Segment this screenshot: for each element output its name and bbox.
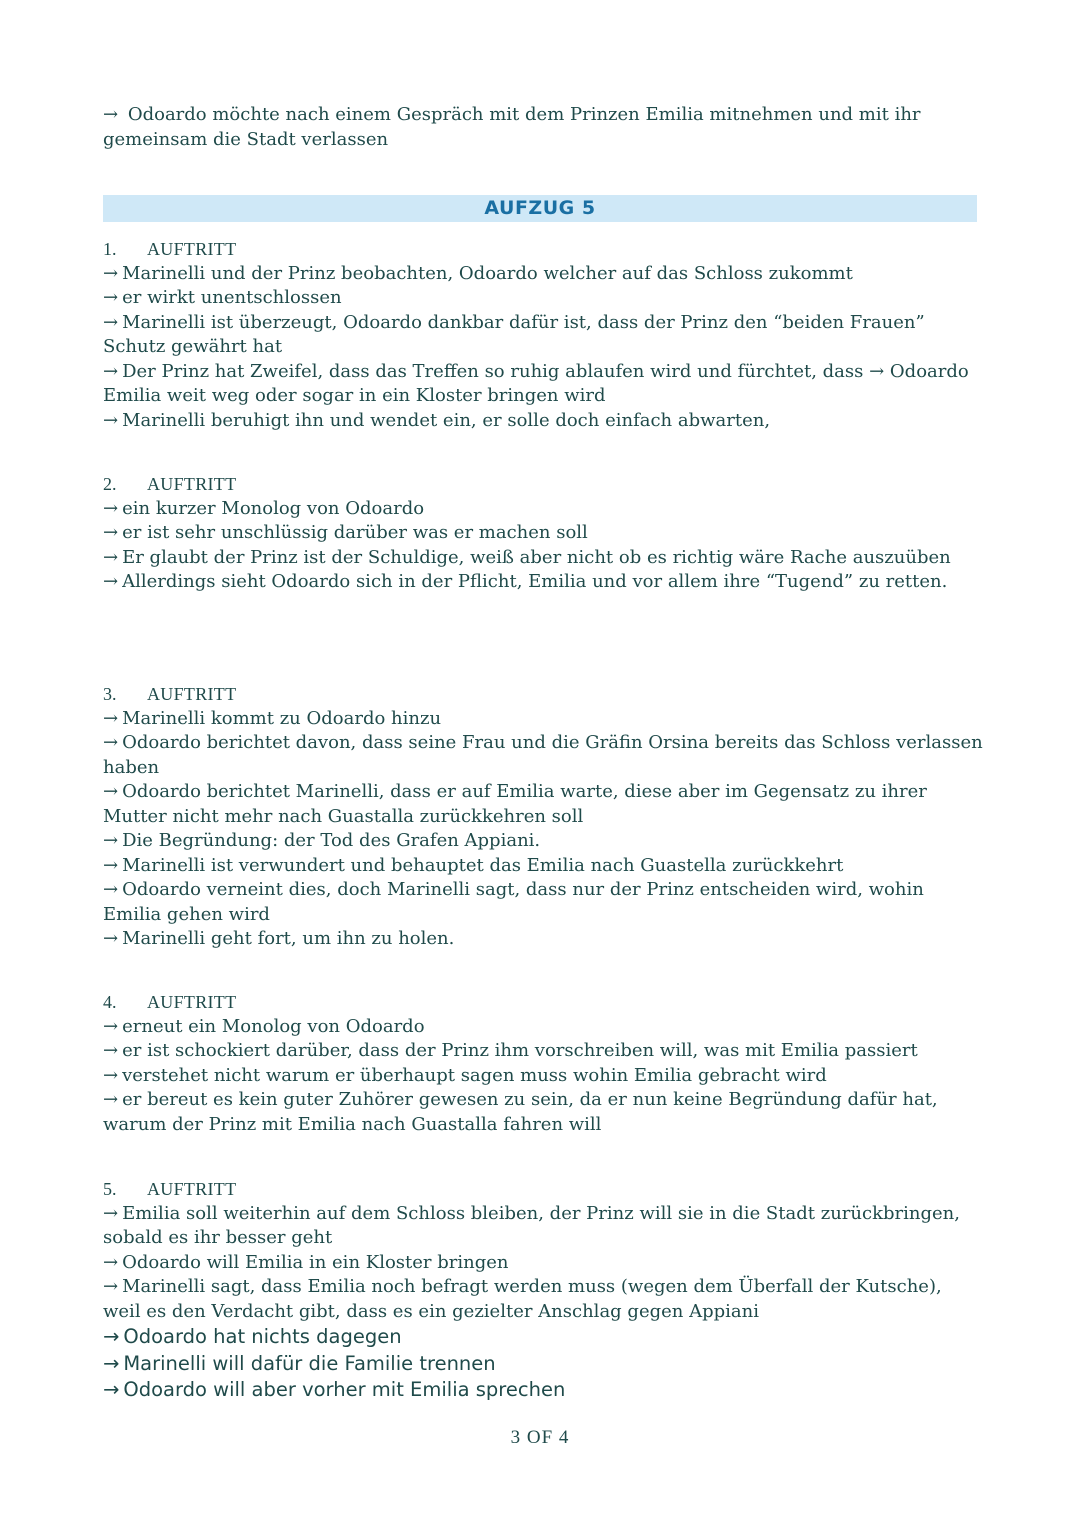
list-item: → Odoardo will Emilia in ein Kloster bringen bbox=[103, 1251, 983, 1276]
arrow-icon: → bbox=[103, 1015, 119, 1037]
list-item: → Marinelli geht fort, um ihn zu holen. bbox=[103, 927, 983, 952]
list-item: → Die Begründung: der Tod des Grafen Appiani. bbox=[103, 829, 983, 854]
arrow-icon: → bbox=[103, 287, 119, 308]
act-title: AUFZUG 5 bbox=[484, 197, 596, 219]
list-item: → Er glaubt der Prinz ist der Schuldige, weiß aber nicht ob es richtig wäre Rache auszuüben bbox=[103, 546, 983, 571]
scene-number: 1. bbox=[103, 239, 117, 259]
scene-heading bbox=[103, 990, 983, 1015]
scene-title: AUFTRITT bbox=[147, 1179, 237, 1199]
scene-heading bbox=[103, 682, 983, 707]
list-item: → verstehet nicht warum er überhaupt sagen muss wohin Emilia gebracht wird bbox=[103, 1064, 983, 1089]
arrow-icon: → bbox=[103, 1276, 119, 1297]
list-item: → Odoardo berichtet davon, dass seine Frau und die Gräfin Orsina bereits das Schloss verlassen haben bbox=[103, 732, 983, 778]
list-item: → erneut ein Monolog von Odoardo bbox=[103, 1015, 983, 1040]
list-item: → Odoardo verneint dies, doch Marinelli sagt, dass nur der Prinz entscheiden wird, wohin Emilia gehen wird bbox=[103, 879, 924, 925]
arrow-icon: → bbox=[103, 497, 119, 519]
scene-section-3 bbox=[103, 682, 983, 952]
list-item: → er bereut es kein guter Zuhörer gewesen zu sein, da er nun keine Begründung dafür hat, warum der Prinz mit Emilia nach Guastalla fahren will bbox=[103, 1089, 938, 1135]
arrow-icon: → bbox=[103, 879, 119, 900]
arrow-icon: → bbox=[103, 732, 119, 753]
list-item: → er ist sehr unschlüssig darüber was er machen soll bbox=[103, 521, 983, 546]
arrow-icon: → bbox=[103, 546, 119, 568]
scene-heading bbox=[103, 237, 983, 262]
list-item: → Odoardo hat nichts dagegen bbox=[103, 1324, 983, 1351]
scene-number: 4. bbox=[103, 992, 117, 1012]
list-item: → Marinelli ist überzeugt, Odoardo dankbar dafür ist, dass der Prinz den “beiden Frauen” Schutz gewährt hat bbox=[103, 311, 925, 357]
arrow-icon: → bbox=[103, 1089, 119, 1110]
arrow-icon: → bbox=[103, 928, 119, 949]
arrow-icon: → bbox=[103, 830, 119, 851]
list-item: → Marinelli ist verwundert und behauptet das Emilia nach Guastella zurückkehrt bbox=[103, 854, 983, 879]
scene-number: 3. bbox=[103, 684, 117, 704]
arrow-icon: → bbox=[103, 1040, 119, 1061]
arrow-icon: → bbox=[103, 1325, 120, 1348]
arrow-icon: → bbox=[103, 1202, 119, 1224]
arrow-icon: → bbox=[103, 571, 119, 592]
arrow-icon: → bbox=[103, 104, 119, 125]
list-item: → Allerdings sieht Odoardo sich in der Pflicht, Emilia und vor allem ihre “Tugend” zu retten. bbox=[103, 570, 983, 595]
arrow-icon: → bbox=[103, 707, 119, 729]
list-item: → Marinelli beruhigt ihn und wendet ein, er solle doch einfach abwarten, bbox=[103, 409, 983, 434]
scene-title: AUFTRITT bbox=[147, 992, 237, 1012]
arrow-icon: → bbox=[103, 522, 119, 543]
list-item: → Der Prinz hat Zweifel, dass das Treffen so ruhig ablaufen wird und fürchtet, dass → Odoardo Emilia weit weg oder sogar in ein Kloster bringen wird bbox=[103, 360, 969, 406]
arrow-icon: → bbox=[103, 1251, 119, 1273]
arrow-icon: → bbox=[103, 262, 119, 284]
scene-section-4 bbox=[103, 990, 983, 1137]
arrow-icon: → bbox=[103, 360, 119, 382]
list-item: → Marinelli kommt zu Odoardo hinzu bbox=[103, 707, 983, 732]
arrow-icon: → bbox=[103, 1378, 120, 1401]
list-item: → Marinelli will dafür die Familie trennen bbox=[103, 1351, 983, 1378]
list-item: → Marinelli und der Prinz beobachten, Odoardo welcher auf das Schloss zukommt bbox=[103, 262, 983, 287]
intro-paragraph bbox=[103, 103, 983, 152]
intro-text: Odoardo möchte nach einem Gespräch mit dem Prinzen Emilia mitnehmen und mit ihr gemeinsam die Stadt verlassen bbox=[103, 104, 921, 150]
arrow-icon: → bbox=[103, 409, 119, 431]
arrow-icon: → bbox=[103, 781, 119, 802]
arrow-icon: → bbox=[103, 311, 119, 333]
scene-number: 2. bbox=[103, 474, 117, 494]
arrow-icon: → bbox=[103, 1064, 119, 1086]
scene-heading bbox=[103, 1177, 983, 1202]
list-item: → ein kurzer Monolog von Odoardo bbox=[103, 497, 983, 522]
list-item: → Marinelli sagt, dass Emilia noch befragt werden muss (wegen dem Überfall der Kutsche), weil es den Verdacht gibt, dass es ein gezielter Anschlag gegen Appiani bbox=[103, 1276, 942, 1322]
scene-title: AUFTRITT bbox=[147, 239, 237, 259]
list-item: → Odoardo will aber vorher mit Emilia sprechen bbox=[103, 1377, 983, 1404]
act-banner bbox=[103, 195, 977, 222]
scene-heading bbox=[103, 472, 983, 497]
arrow-icon: → bbox=[103, 854, 119, 876]
list-item: → er ist schockiert darüber, dass der Prinz ihm vorschreiben will, was mit Emilia passiert bbox=[103, 1039, 983, 1064]
scene-title: AUFTRITT bbox=[147, 474, 237, 494]
scene-section-2 bbox=[103, 472, 983, 595]
list-item: → Emilia soll weiterhin auf dem Schloss bleiben, der Prinz will sie in die Stadt zurückbringen, sobald es ihr besser geht bbox=[103, 1202, 960, 1248]
scene-section-5 bbox=[103, 1177, 983, 1404]
scene-title: AUFTRITT bbox=[147, 684, 237, 704]
scene-number: 5. bbox=[103, 1179, 117, 1199]
list-item: → Odoardo berichtet Marinelli, dass er auf Emilia warte, diese aber im Gegensatz zu ihrer Mutter nicht mehr nach Guastalla zurückkehren soll bbox=[103, 781, 927, 827]
list-item: → er wirkt unentschlossen bbox=[103, 286, 983, 311]
page-number: 3 OF 4 bbox=[510, 1427, 570, 1448]
scene-section-1 bbox=[103, 237, 983, 433]
arrow-icon: → bbox=[103, 1351, 120, 1375]
